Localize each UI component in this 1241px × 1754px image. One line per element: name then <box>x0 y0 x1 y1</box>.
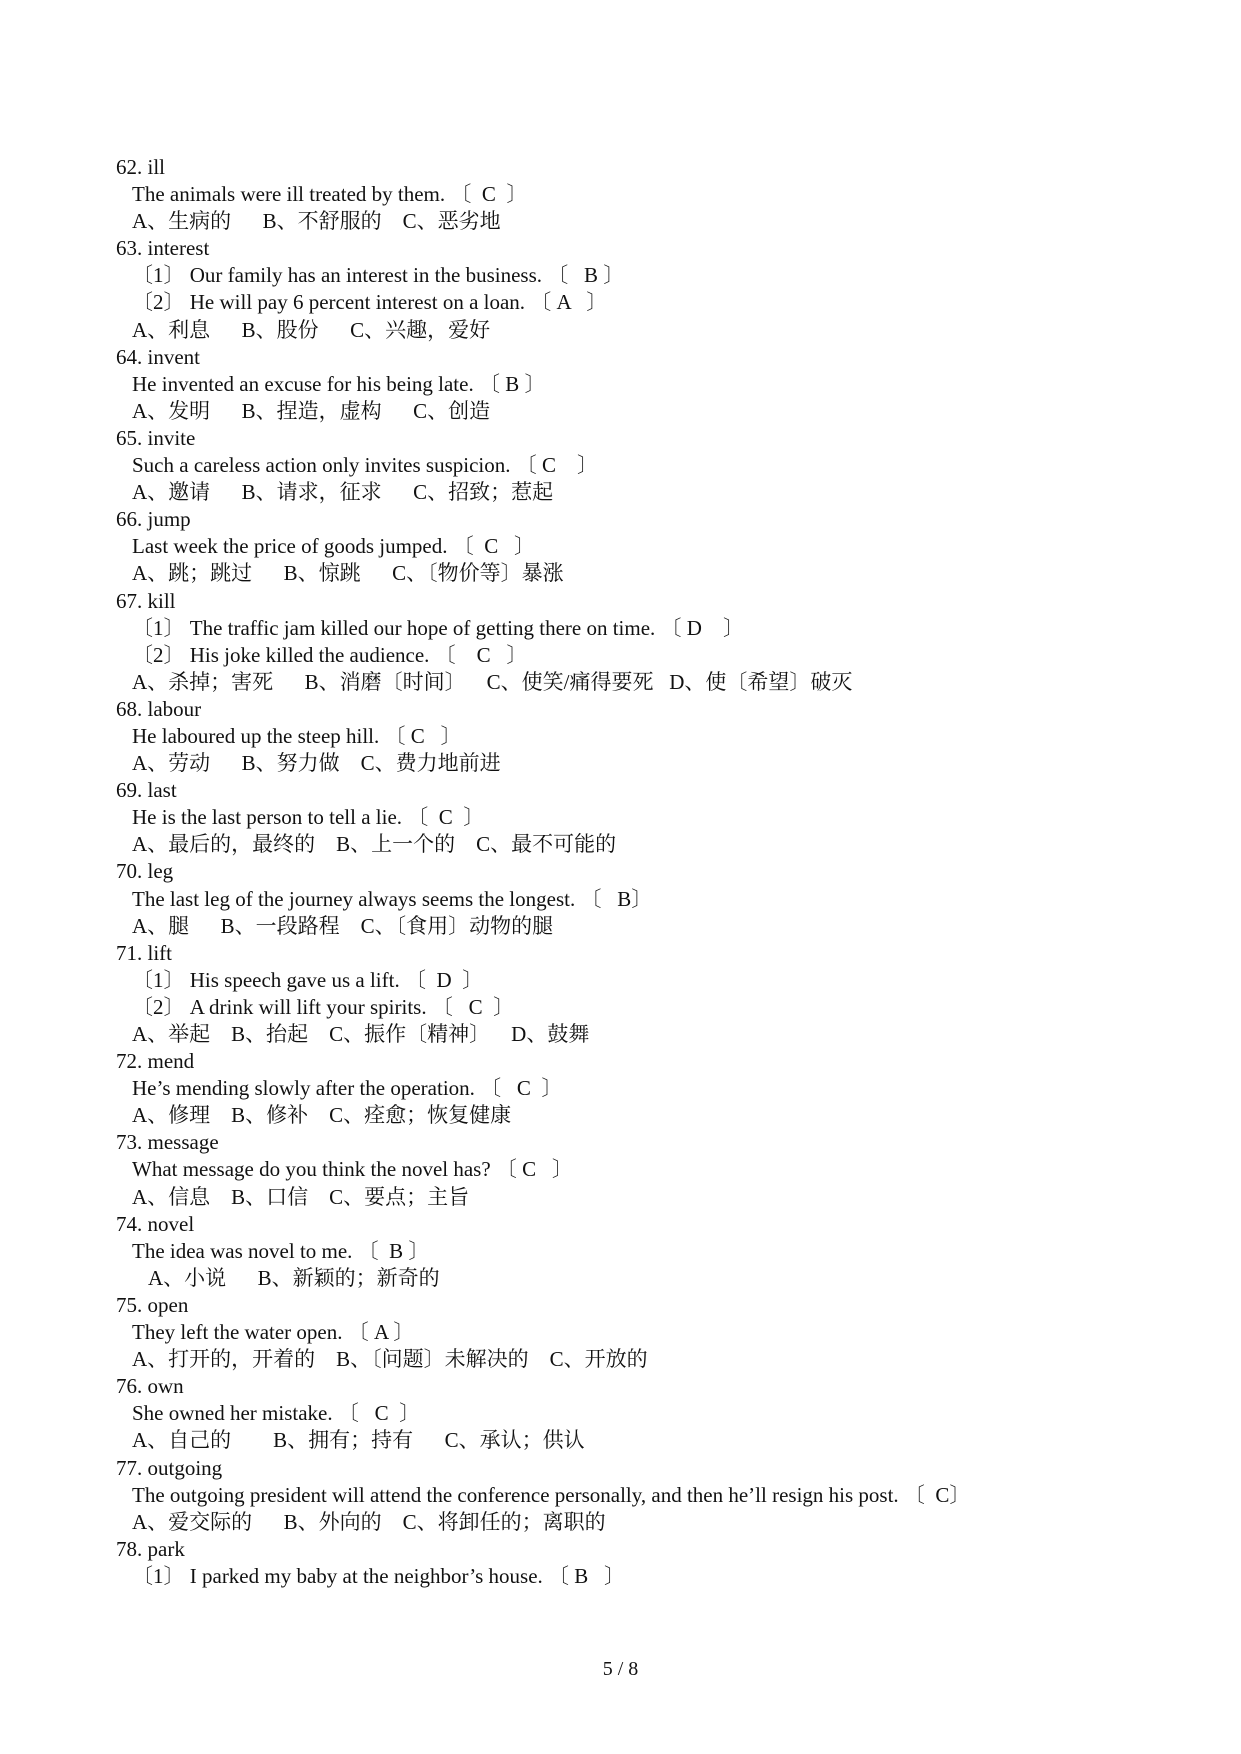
entry-heading: 69. last <box>116 778 177 803</box>
entry-text: A、杀掉；害死 B、消磨〔时间〕 C、使笑/痛得要死 D、使〔希望〕破灭 <box>132 669 853 694</box>
entry-text: A、劳动 B、努力做 C、费力地前进 <box>132 751 501 776</box>
entry-text: A、腿 B、一段路程 C、〔食用〕动物的腿 <box>132 913 554 938</box>
vocabulary-list <box>116 154 1176 1590</box>
entry-heading: 73. message <box>116 1130 219 1155</box>
entry-text: He’s mending slowly after the operation. 〔 C 〕 <box>132 1076 563 1101</box>
entry-text: A、生病的 B、不舒服的 C、恶劣地 <box>132 209 501 234</box>
entry-text: The idea was novel to me. 〔 B 〕 <box>132 1238 430 1263</box>
entry-text: A、修理 B、修补 C、痊愈；恢复健康 <box>132 1103 512 1128</box>
entry-text: A、发明 B、捏造，虚构 C、创造 <box>132 398 491 423</box>
entry-text: 〔1〕 The traffic jam killed our hope of getting there on time. 〔 D 〕 <box>132 615 744 640</box>
entry-text: 〔1〕 Our family has an interest in the business. 〔 B 〕 <box>132 263 625 288</box>
entry-text: Such a careless action only invites suspicion. 〔 C 〕 <box>132 453 599 478</box>
entry-text: A、邀请 B、请求，征求 C、招致；惹起 <box>132 480 554 505</box>
entry-text: He laboured up the steep hill. 〔 C 〕 <box>132 723 462 748</box>
entry-heading: 71. lift <box>116 940 172 965</box>
entry-text: The animals were ill treated by them. 〔 C 〕 <box>132 182 528 207</box>
entry-text: The outgoing president will attend the conference personally, and then he’ll resign his post. 〔 C〕 <box>132 1482 971 1507</box>
entry-text: 〔1〕 I parked my baby at the neighbor’s house. 〔 B 〕 <box>132 1563 626 1588</box>
entry-text: 〔2〕 His joke killed the audience. 〔 C 〕 <box>132 642 528 667</box>
entry-text: A、利息 B、股份 C、兴趣，爱好 <box>132 317 491 342</box>
entry-text: A、自己的 B、拥有；持有 C、承认；供认 <box>132 1428 585 1453</box>
entry-heading: 62. ill <box>116 155 166 179</box>
entry-text: 〔2〕 He will pay 6 percent interest on a loan. 〔 A 〕 <box>132 290 608 315</box>
entry-text: A、小说 B、新颖的；新奇的 <box>148 1265 440 1290</box>
entry-heading: 67. kill <box>116 588 176 613</box>
entry-heading: 65. invite <box>116 425 196 450</box>
entry-heading: 70. leg <box>116 859 174 884</box>
entry-heading: 63. interest <box>116 236 210 261</box>
entry-text: A、打开的，开着的 B、〔问题〕未解决的 C、开放的 <box>132 1347 648 1372</box>
entry-text: They left the water open. 〔 A 〕 <box>132 1320 415 1345</box>
entry-heading: 74. novel <box>116 1211 195 1236</box>
entry-text: He invented an excuse for his being late. 〔 B 〕 <box>132 371 546 396</box>
entry-heading: 72. mend <box>116 1049 195 1074</box>
entry-text: She owned her mistake. 〔 C 〕 <box>132 1401 421 1426</box>
entry-heading: 64. invent <box>116 344 200 369</box>
entry-text: What message do you think the novel has? 〔 C 〕 <box>132 1157 573 1182</box>
entry-text: The last leg of the journey always seems the longest. 〔 B〕 <box>132 886 653 911</box>
entry-heading: 77. outgoing <box>116 1455 223 1480</box>
entry-heading: 75. open <box>116 1292 189 1317</box>
entry-text: 〔2〕 A drink will lift your spirits. 〔 C 〕 <box>132 994 515 1019</box>
entry-text: A、跳；跳过 B、惊跳 C、〔物价等〕暴涨 <box>132 561 564 586</box>
entry-text: A、信息 B、口信 C、要点；主旨 <box>132 1184 470 1209</box>
entry-text: A、举起 B、抬起 C、振作〔精神〕 D、鼓舞 <box>132 1022 590 1046</box>
entry-text: A、爱交际的 B、外向的 C、将卸任的；离职的 <box>132 1509 606 1534</box>
entry-heading: 78. park <box>116 1536 185 1561</box>
entry-text: A、最后的，最终的 B、上一个的 C、最不可能的 <box>132 832 617 857</box>
entry-heading: 76. own <box>116 1374 184 1399</box>
page-number: 5 / 8 <box>602 1658 639 1680</box>
entry-text: Last week the price of goods jumped. 〔 C 〕 <box>132 534 535 559</box>
entry-text: He is the last person to tell a lie. 〔 C 〕 <box>132 805 485 830</box>
entry-text: 〔1〕 His speech gave us a lift. 〔 D 〕 <box>132 967 484 992</box>
entry-heading: 68. labour <box>116 696 202 721</box>
entry-heading: 66. jump <box>116 507 191 532</box>
